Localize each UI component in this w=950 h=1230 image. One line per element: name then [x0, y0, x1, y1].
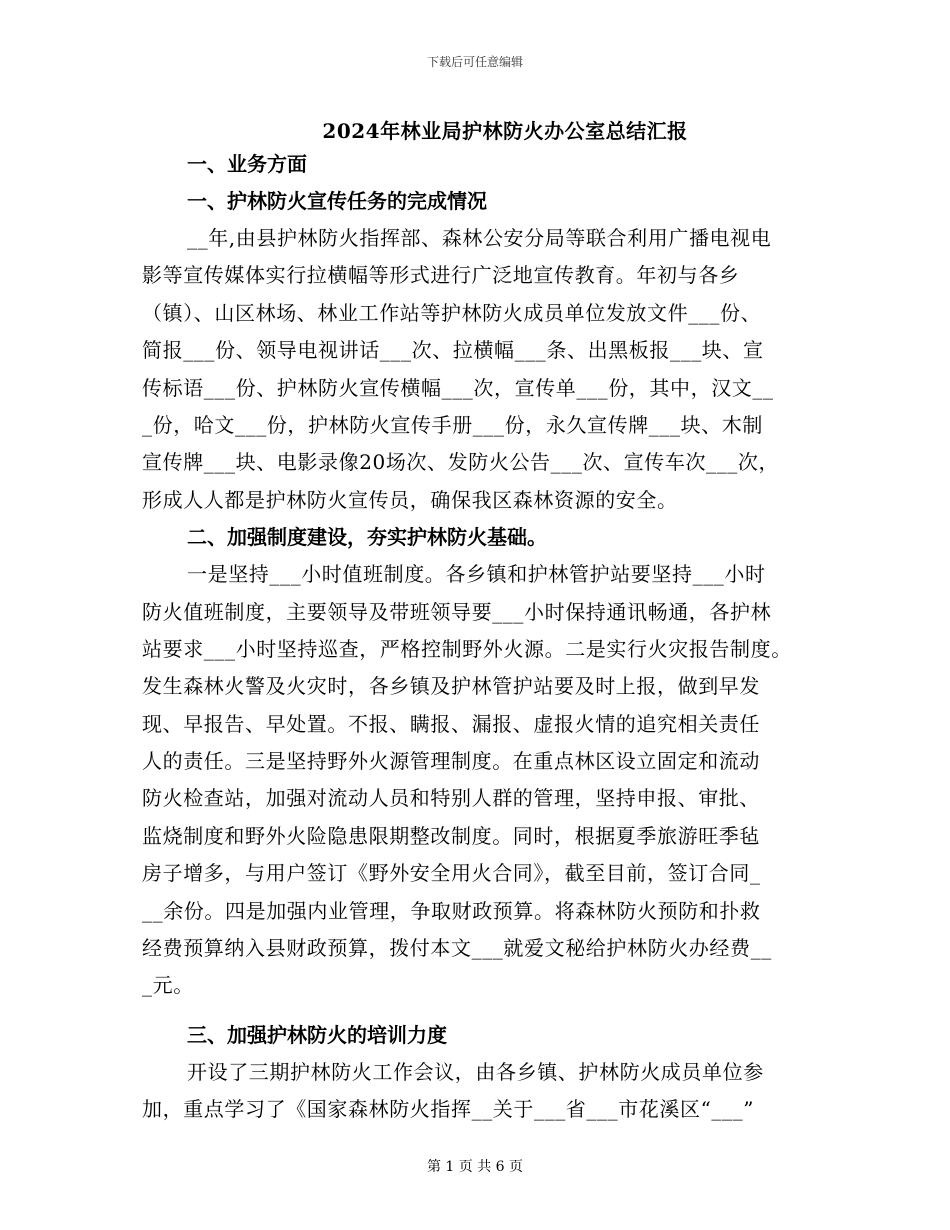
paragraph-line: 加，重点学习了《国家森林防火指挥__关于___省___市花溪区“___”: [142, 1097, 755, 1122]
paragraph-line: 发生森林火警及火灾时，各乡镇及护林管护站要及时上报，做到早发: [142, 674, 760, 699]
paragraph-line: __余份。四是加强内业管理，争取财政预算。将森林防火预防和扑救: [142, 898, 761, 923]
section-heading-main: 一、业务方面: [187, 152, 307, 176]
paragraph-line: 开设了三期护林防火工作会议，由各乡镇、护林防火成员单位参: [187, 1059, 764, 1084]
paragraph-line: 人的责任。三是坚持野外火源管理制度。在重点林区设立固定和流动: [142, 749, 760, 774]
paragraph-line: 形成人人都是护林防火宣传员，确保我区森林资源的安全。: [142, 487, 678, 512]
paragraph-line: （镇）、山区林场、林业工作站等护林防火成员单位发放文件___份、: [142, 300, 762, 325]
paragraph-line: 现、早报告、早处置。不报、瞒报、漏报、虚报火情的追究相关责任: [142, 711, 760, 736]
paragraph-line: _份，哈文___份，护林防火宣传手册___份，永久宣传牌___块、木制: [142, 412, 763, 437]
section-1-paragraph: [142, 220, 832, 519]
paragraph-line: 房子增多，与用户签订《野外安全用火合同》，截至目前，签订合同_: [142, 861, 761, 886]
section-heading-2: 二、加强制度建设，夯实护林防火基础。: [187, 525, 547, 550]
section-heading-3: 三、加强护林防火的培训力度: [187, 1022, 447, 1047]
paragraph-line: 防火值班制度，主要领导及带班领导要___小时保持通讯畅通，各护林: [142, 599, 772, 624]
page-footer-pagination: 第 1 页 共 6 页: [426, 1159, 524, 1175]
paragraph-line: 防火检查站，加强对流动人员和特别人群的管理，坚持申报、审批、: [142, 786, 760, 811]
paragraph-line: 宣传牌___块、电影录像20场次、发防火公告___次、宣传车次___次，: [142, 450, 780, 475]
section-2-paragraph: [142, 556, 832, 1005]
paragraph-line: 站要求___小时坚持巡查，严格控制野外火源。二是实行火灾报告制度。: [142, 636, 792, 661]
paragraph-line: 影等宣传媒体实行拉横幅等形式进行广泛地宣传教育。年初与各乡: [142, 263, 740, 288]
paragraph-line: 经费预算纳入县财政预算，拨付本文___就爱文秘给护林防火办经费__: [142, 936, 772, 961]
paragraph-line: __年,由县护林防火指挥部、森林公安分局等联合利用广播电视电: [187, 226, 772, 250]
paragraph-line: 监烧制度和野外火险隐患限期整改制度。同时，根据夏季旅游旺季毡: [142, 823, 760, 848]
document-body: [142, 146, 832, 1129]
paragraph-line: 一是坚持___小时值班制度。各乡镇和护林管护站要坚持___小时: [187, 562, 766, 587]
paragraph-line: 传标语___份、护林防火宣传横幅___次，宣传单___份，其中，汉文__: [142, 375, 774, 400]
document-title: 2024年林业局护林防火办公室总结汇报: [322, 119, 688, 143]
paragraph-line: 简报___份、领导电视讲话___次、拉横幅___条、出黑板报___块、宣: [142, 338, 764, 363]
section-heading-1: 一、护林防火宣传任务的完成情况: [187, 189, 487, 213]
spacer: [142, 1005, 832, 1017]
paragraph-line: _元。: [142, 973, 194, 998]
page-header-note: 下载后可任意编辑: [426, 55, 523, 69]
section-3-paragraph: [142, 1054, 832, 1129]
